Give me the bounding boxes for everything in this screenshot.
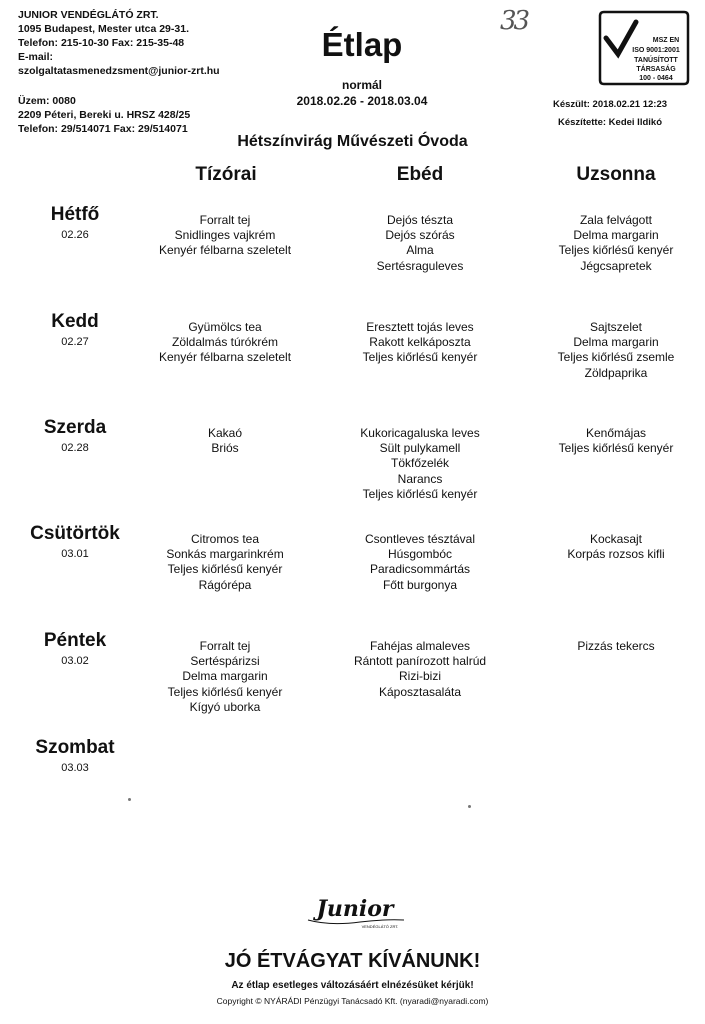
menu-cell-uzsonna — [511, 639, 705, 654]
column-header-tizorai: Tízórai — [195, 164, 257, 185]
day-date: 03.02 — [61, 655, 89, 667]
menu-item: Delma margarin — [573, 335, 659, 350]
scan-speck — [128, 798, 131, 801]
menu-item: Alma — [406, 243, 434, 258]
svg-text:MSZ ENISO 9001:2001TANÚSÍTOTTT — [632, 37, 680, 82]
column-header-uzsonna: Uzsonna — [576, 164, 656, 185]
day-date: 03.03 — [61, 762, 89, 774]
menu-cell-ebed — [315, 213, 525, 274]
menu-cell-ebed — [315, 320, 525, 366]
menu-item: Kenyér félbarna szeletelt — [158, 350, 292, 365]
menu-item: Jégcsapretek — [580, 258, 652, 273]
company-address: 1095 Budapest, Mester utca 29-31. — [18, 23, 189, 35]
junior-logo — [300, 886, 410, 934]
menu-item: Dejós tészta — [386, 213, 454, 227]
footer-copyright: Copyright © NYÁRÁDI Pénzügyi Tanácsadó Kft. (nyaradi@nyaradi.com) — [216, 996, 489, 1006]
menu-cell-tizorai — [120, 320, 330, 366]
menu-item: Főtt burgonya — [382, 577, 458, 592]
menu-item: Kenyér félbarna szeletelt — [158, 243, 292, 258]
menu-item: Korpás rozsos kifli — [567, 547, 665, 562]
plant-info — [18, 94, 190, 136]
menu-item: Sajtszelet — [589, 320, 643, 334]
day-date: 02.26 — [61, 229, 89, 241]
plant-address: 2209 Péteri, Bereki u. HRSZ 428/25 — [18, 109, 191, 121]
day-name: Szerda — [43, 417, 107, 438]
cert-line: TANÚSÍTOTT — [634, 57, 678, 64]
day-date: 02.28 — [61, 442, 89, 454]
menu-cell-ebed — [315, 426, 525, 502]
cert-line: TÁRSASÁG — [636, 66, 676, 73]
day-name: Kedd — [51, 311, 99, 332]
menu-item: Teljes kiőrlésű kenyér — [558, 441, 674, 456]
menu-item: Sült pulykamell — [379, 441, 461, 456]
menu-cell-uzsonna — [511, 426, 705, 456]
company-name: JUNIOR VENDÉGLÁTÓ ZRT. — [18, 9, 159, 21]
menu-item: Zala felvágott — [579, 213, 653, 227]
menu-cell-uzsonna — [511, 213, 705, 274]
company-phone: Telefon: 215-10-30 Fax: 215-35-48 — [18, 37, 185, 49]
menu-cell-tizorai — [120, 639, 330, 715]
menu-item: Dejós szórás — [385, 228, 455, 243]
menu-item: Eresztett tojás leves — [366, 320, 474, 334]
menu-item: Narancs — [397, 471, 443, 486]
day-name: Szombat — [35, 737, 115, 758]
menu-item: Rágórépa — [198, 577, 252, 592]
plant-phone: Telefon: 29/514071 Fax: 29/514071 — [18, 123, 188, 135]
company-email-label: E-mail: — [18, 51, 54, 63]
menu-period: 2018.02.26 - 2018.03.04 — [296, 94, 428, 108]
company-email: szolgaltatasmenedzsment@junior-zrt.hu — [18, 65, 220, 77]
page-title: Étlap — [321, 26, 403, 63]
menu-cell-tizorai — [120, 213, 330, 259]
menu-item: Rakott kelkáposzta — [369, 335, 471, 350]
menu-cell-ebed — [315, 532, 525, 593]
menu-item: Sonkás margarinkrém — [166, 547, 284, 562]
menu-item: Briós — [211, 441, 239, 456]
menu-item: Rántott panírozott halrúd — [353, 654, 487, 669]
menu-item: Teljes kiőrlésű kenyér — [167, 684, 283, 699]
menu-item: Delma margarin — [573, 228, 659, 243]
cert-line: ISO 9001:2001 — [632, 47, 680, 54]
menu-item: Kockasajt — [589, 532, 643, 546]
menu-item: Fahéjas almaleves — [369, 639, 471, 653]
menu-item: Sertésraguleves — [376, 258, 464, 273]
menu-item: Paradicsommártás — [369, 562, 471, 577]
menu-item: Teljes kiőrlésű kenyér — [362, 486, 478, 501]
menu-item: Tökfőzelék — [390, 456, 450, 471]
menu-item: Delma margarin — [182, 669, 268, 684]
day-date: 03.01 — [61, 548, 89, 560]
menu-item: Forralt tej — [199, 639, 251, 653]
day-name: Hétfő — [50, 204, 100, 225]
menu-item: Teljes kiőrlésű kenyér — [558, 243, 674, 258]
menu-item: Teljes kiőrlésű kenyér — [167, 562, 283, 577]
menu-variant: normál — [341, 78, 382, 92]
footer-apology: Az étlap esetleges változásáért elnézésüket kérjük! — [231, 980, 474, 991]
menu-item: Snidlinges vajkrém — [174, 228, 276, 243]
column-header-ebed: Ebéd — [396, 164, 444, 185]
menu-cell-uzsonna — [511, 532, 705, 562]
menu-cell-tizorai — [120, 426, 330, 456]
menu-item: Teljes kiőrlésű kenyér — [362, 350, 478, 365]
plant-id: Üzem: 0080 — [18, 95, 76, 107]
footer-wish: JÓ ÉTVÁGYAT KÍVÁNUNK! — [224, 950, 481, 972]
menu-item: Kakaó — [207, 426, 243, 440]
menu-item: Húsgombóc — [387, 547, 453, 562]
scan-speck — [468, 805, 471, 808]
cert-line: MSZ EN — [652, 37, 680, 44]
handwritten-number: 33 — [500, 6, 528, 36]
menu-item: Káposztasaláta — [378, 684, 462, 699]
menu-item: Pizzás tekercs — [577, 639, 655, 653]
day-name: Péntek — [43, 630, 107, 651]
day-date: 02.27 — [61, 336, 89, 348]
prepared-by: Készítette: Kedei Ildikó — [558, 117, 662, 128]
iso-certification-stamp — [596, 8, 692, 88]
school-name: Hétszínvirág Művészeti Óvoda — [237, 133, 468, 150]
menu-item: Kígyó uborka — [189, 699, 261, 714]
created-timestamp: Készült: 2018.02.21 12:23 — [552, 99, 668, 110]
logo-wordmark: Junior — [316, 896, 394, 922]
menu-cell-ebed — [315, 639, 525, 700]
prepared-info — [520, 96, 700, 132]
menu-item: Teljes kiőrlésű zsemle — [557, 350, 675, 365]
menu-item: Rizi-bizi — [399, 669, 441, 684]
menu-item: Gyümölcs tea — [188, 320, 262, 334]
company-info — [18, 8, 220, 78]
menu-item: Kukoricagaluska leves — [360, 426, 480, 440]
menu-item: Sertéspárizsi — [190, 654, 260, 669]
cert-line: 100 - 0464 — [639, 75, 673, 82]
menu-item: Citromos tea — [190, 532, 260, 546]
menu-item: Zöldpaprika — [584, 365, 648, 380]
menu-item: Csontleves tésztával — [364, 532, 476, 546]
menu-cell-uzsonna — [511, 320, 705, 381]
logo-subtitle: VENDÉGLÁTÓ ZRT. — [361, 924, 399, 929]
menu-item: Forralt tej — [199, 213, 251, 227]
menu-item: Zöldalmás túrókrém — [171, 335, 279, 350]
day-name: Csütörtök — [30, 523, 120, 544]
menu-cell-tizorai — [120, 532, 330, 593]
menu-item: Kenőmájas — [585, 426, 647, 440]
